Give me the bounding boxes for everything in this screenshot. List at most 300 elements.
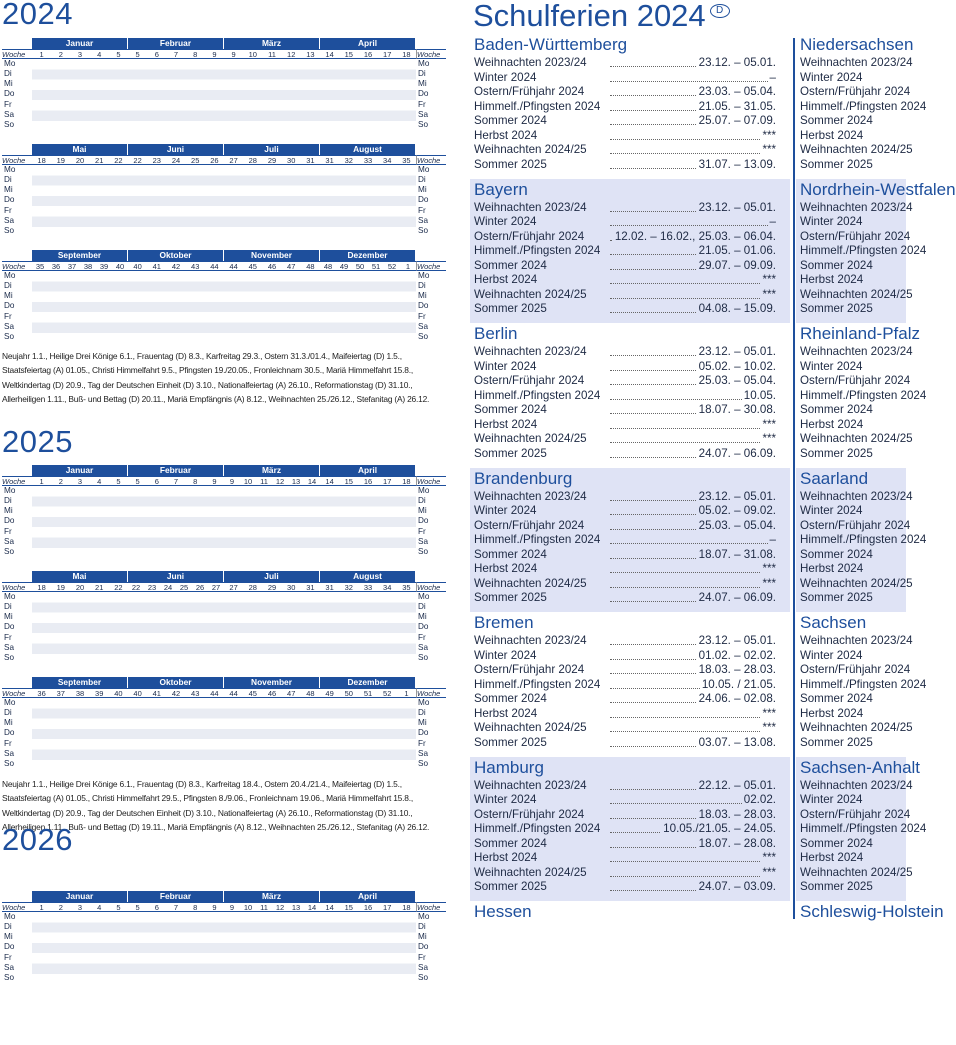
weekday-label: Fr — [4, 632, 12, 642]
holiday-label: Sommer 2025 — [800, 880, 873, 893]
week-numbers: 5 6 7 8 9 — [128, 476, 224, 486]
month-block — [32, 571, 128, 677]
holiday-row — [470, 158, 790, 173]
weekday-label: Mi — [4, 79, 13, 89]
state-name: Sachsen — [800, 613, 867, 632]
holidays-2025: Neujahr 1.1., Heilige Drei Könige 6.1., Frauentag (D) 8.3., Karfreitag 18.4., Ostern 20.4./21.4., Maifeiertag (D) 1.5., Staatsfeiertag (A) 01.05., Christi Himmelfahrt 29.5., Pfingsten 8./9.06., Fronleichnam 19.06., Mariä Himmelfahrt 15.8., Weltkindertag (D) 20.9., Tag der Deutschen Einheit (D) 3.10., Nationalfeiertag (A) 26.10., Reformationstag (D) 31.10., Allerheiligen 1.11., Buß- und Bettag (D) 19.11., Mariä Empfängnis (A) 8.12., Weihnachten 25./26.12., Stefanitag (A) 26.12. — [2, 779, 430, 833]
month-days — [32, 592, 128, 664]
month-block — [224, 571, 320, 677]
dot-leader — [610, 851, 774, 862]
state-block — [470, 179, 790, 323]
month-days — [128, 271, 224, 343]
month-days — [32, 165, 128, 237]
holiday-row — [796, 244, 927, 259]
month-days — [32, 271, 128, 343]
holiday-row — [796, 649, 906, 664]
weekday-label: Di — [418, 707, 426, 717]
weekday-label: Fr — [418, 99, 426, 109]
state-name: Nordrhein-Westfalen — [800, 179, 956, 199]
weekday-label: Sa — [4, 109, 15, 119]
woche-label: Woche — [2, 688, 32, 698]
month-days — [32, 486, 128, 558]
weekday-labels — [2, 677, 32, 783]
dot-leader — [610, 273, 774, 284]
month-block — [32, 144, 128, 250]
holiday-dates: 10.05. — [743, 388, 776, 402]
weekday-label: So — [418, 547, 429, 557]
month-name: Mai — [32, 144, 128, 155]
weekday-label: So — [4, 973, 15, 983]
weekday-label: Mi — [4, 291, 13, 301]
weekday-label: Mi — [4, 185, 13, 195]
weekday-label: Fr — [418, 632, 426, 642]
weekday-label: Do — [4, 622, 15, 632]
holiday-row — [470, 866, 790, 881]
calendar-column — [0, 0, 450, 983]
holiday-row — [796, 129, 906, 144]
state-name: Saarland — [800, 468, 869, 488]
state-block — [796, 612, 927, 756]
weekday-label: Mi — [4, 932, 13, 942]
holiday-label: Ostern/Frühjahr 2024 — [474, 663, 585, 676]
month-name: September — [32, 250, 128, 261]
holiday-row — [796, 778, 913, 794]
holiday-label: Weihnachten 2024/25 — [800, 721, 913, 734]
column-divider — [793, 38, 795, 919]
month-name: Dezember — [320, 250, 416, 261]
weekday-labels — [2, 144, 32, 250]
dot-leader — [610, 562, 774, 573]
weekday-label: Fr — [418, 526, 426, 536]
month-block — [128, 38, 224, 144]
state-block — [796, 179, 956, 323]
weekday-label: Fr — [4, 952, 12, 962]
holiday-row — [796, 865, 913, 881]
month-name: August — [320, 144, 416, 155]
month-days — [320, 486, 416, 558]
holiday-label: Sommer 2025 — [474, 157, 547, 171]
holiday-row — [470, 692, 790, 707]
holiday-row — [796, 403, 906, 418]
holiday-row — [470, 663, 790, 678]
holiday-row — [796, 345, 913, 360]
holiday-label: Herbst 2024 — [800, 706, 864, 720]
holiday-label: Herbst 2024 — [474, 706, 538, 720]
month-block — [320, 571, 416, 677]
holiday-label: Himmelf./Pfingsten 2024 — [474, 388, 601, 402]
weekday-labels — [416, 38, 446, 144]
week-numbers: 1 2 3 4 5 — [32, 49, 128, 59]
holidays-2024: Neujahr 1.1., Heilige Drei Könige 6.1., Frauentag (D) 8.3., Karfreitag 29.3., Ostern 31.3./01.4., Maifeiertag (D) 1.5., Staatsfeiertag (A) 01.05., Christi Himmelfahrt 9.5., Pfingsten 19./20.05., Fronleichnam 30.5., Mariä Himmelfahrt 15.8., Weltkindertag (D) 20.9., Tag der Deutschen Einheit (D) 3.10., Nationalfeiertag (A) 26.10., Reformationstag (D) 31.10., Allerheiligen 1.11., Buß- und Bettag (D) 20.11., Mariä Empfängnis (A) 8.12., Weihnachten 25./26.12., Stefanitag (A) 26.12. — [2, 351, 430, 405]
holiday-row — [470, 100, 790, 115]
calendar-quarter-row — [2, 677, 446, 783]
month-days — [128, 59, 224, 131]
holiday-dates: *** — [762, 417, 776, 431]
holiday-row — [470, 201, 790, 216]
holiday-dates: 23.03. – 05.04. — [698, 85, 776, 98]
weekday-label: Do — [4, 195, 15, 205]
holiday-row — [796, 215, 906, 230]
dot-leader — [610, 866, 774, 877]
holiday-dates: *** — [762, 576, 776, 590]
holiday-row — [796, 518, 911, 534]
holiday-row — [470, 779, 790, 794]
weekday-label: So — [418, 653, 429, 663]
holiday-row — [470, 129, 790, 144]
week-numbers: 1 2 3 4 5 — [32, 476, 128, 486]
month-block — [32, 250, 128, 356]
holiday-row — [796, 432, 913, 447]
weekday-label: Mo — [418, 485, 430, 495]
holiday-row — [796, 56, 913, 71]
holiday-row — [470, 403, 790, 418]
holiday-dates: *** — [762, 721, 776, 734]
weekday-label: Fr — [418, 205, 426, 215]
holiday-label: Weihnachten 2024/25 — [800, 432, 913, 445]
year-title-2025: 2025 — [2, 424, 73, 459]
week-numbers: 22 23 24 25 26 — [128, 155, 224, 165]
month-block — [320, 465, 416, 571]
month-name: März — [224, 891, 320, 902]
woche-label: Woche — [416, 476, 446, 486]
week-numbers: 18 19 20 21 22 — [32, 155, 128, 165]
weekday-label: Do — [4, 89, 15, 99]
month-days — [32, 912, 128, 984]
month-name: Dezember — [320, 677, 416, 688]
holiday-dates: 10.05./21.05. – 24.05. — [663, 822, 776, 835]
month-name: Januar — [32, 465, 128, 476]
calendar-2026 — [2, 891, 446, 997]
weekday-labels — [416, 250, 446, 356]
holiday-dates: 24.07. – 06.09. — [698, 591, 776, 604]
woche-label: Woche — [2, 476, 32, 486]
weekday-label: Sa — [418, 962, 429, 972]
weekday-label: Di — [418, 495, 426, 505]
month-days — [224, 592, 320, 664]
week-numbers: 27 28 29 30 31 — [224, 582, 320, 592]
weekday-label: Do — [418, 728, 429, 738]
holiday-row — [470, 259, 790, 274]
holiday-row — [796, 591, 906, 606]
woche-label: Woche — [2, 582, 32, 592]
weekday-label: Mo — [4, 58, 16, 68]
week-numbers: 18 19 20 21 22 — [32, 582, 128, 592]
weekday-label: Mo — [4, 270, 16, 280]
holiday-label: Weihnachten 2023/24 — [474, 56, 587, 69]
weekday-label: Mi — [418, 291, 427, 301]
state-name: Sachsen-Anhalt — [800, 757, 921, 777]
calendar-2024 — [2, 38, 446, 356]
state-block — [470, 612, 790, 756]
weekday-label: Do — [418, 89, 429, 99]
holiday-label: Winter 2024 — [800, 504, 863, 517]
week-numbers: 9 10 11 12 13 — [224, 49, 320, 59]
month-days — [224, 486, 320, 558]
weekday-labels — [2, 38, 32, 144]
month-name: September — [32, 677, 128, 688]
holiday-row — [470, 85, 790, 100]
month-block — [320, 144, 416, 250]
week-numbers: 40 41 42 43 44 — [128, 688, 224, 698]
month-name: Oktober — [128, 250, 224, 261]
woche-label: Woche — [416, 261, 446, 271]
month-name: Februar — [128, 38, 224, 49]
weekday-label: Di — [4, 921, 12, 931]
holiday-row — [470, 808, 790, 823]
year-title-2024: 2024 — [2, 0, 73, 31]
holiday-row — [796, 259, 906, 274]
weekday-label: Do — [418, 622, 429, 632]
holiday-label: Weihnachten 2024/25 — [800, 143, 913, 156]
holiday-row — [796, 793, 906, 808]
month-name: Juli — [224, 144, 320, 155]
holiday-label: Sommer 2025 — [474, 880, 547, 893]
holiday-row — [796, 504, 906, 519]
holiday-row — [470, 288, 790, 303]
state-block — [470, 901, 790, 1045]
holiday-dates: *** — [762, 128, 776, 142]
month-name: Juni — [128, 144, 224, 155]
holiday-dates: 04.08. – 15.09. — [698, 302, 776, 315]
holiday-row — [470, 504, 790, 519]
month-days — [128, 165, 224, 237]
weekday-label: Mo — [4, 164, 16, 174]
holiday-dates: *** — [762, 851, 776, 864]
calendar-quarter-row — [2, 891, 446, 997]
week-numbers: 49 50 51 52 1 — [320, 688, 416, 698]
week-numbers: 35 36 37 38 39 40 — [32, 261, 128, 271]
holiday-dates: *** — [762, 706, 776, 720]
holiday-dates: *** — [762, 432, 776, 445]
month-days — [128, 912, 224, 984]
holiday-dates: *** — [762, 287, 776, 301]
dot-leader — [610, 707, 774, 718]
holiday-row — [796, 360, 906, 375]
weekday-labels — [416, 465, 446, 571]
holiday-label: Weihnachten 2024/25 — [474, 432, 587, 445]
holiday-label: Weihnachten 2023/24 — [474, 489, 587, 503]
state-name: Rheinland-Pfalz — [800, 324, 921, 343]
week-numbers: 9 10 11 12 13 14 — [224, 476, 320, 486]
holiday-row — [470, 793, 790, 808]
weekday-label: Sa — [418, 536, 429, 546]
weekday-label: Mi — [418, 185, 427, 195]
month-days — [320, 698, 416, 770]
month-days — [320, 271, 416, 343]
holiday-label: Ostern/Frühjahr 2024 — [474, 229, 585, 243]
holiday-label: Weihnachten 2024/25 — [800, 287, 913, 301]
holiday-label: Ostern/Frühjahr 2024 — [474, 374, 585, 387]
weekday-label: Mi — [418, 718, 427, 728]
dot-leader — [610, 432, 774, 443]
holiday-dates: 18.07. – 31.08. — [698, 547, 776, 561]
holiday-label: Weihnachten 2024/25 — [474, 865, 587, 879]
month-block — [320, 250, 416, 356]
weekday-label: Fr — [4, 311, 12, 321]
holiday-row — [470, 880, 790, 895]
holiday-label: Weihnachten 2023/24 — [474, 200, 587, 214]
holiday-dates: *** — [762, 273, 776, 286]
holiday-row — [470, 244, 790, 259]
holiday-label: Sommer 2025 — [800, 735, 873, 749]
schulferien-title: Schulferien 2024 D — [473, 0, 730, 34]
weekday-label: Mi — [418, 612, 427, 622]
holiday-dates: 18.07. – 30.08. — [698, 403, 776, 416]
week-numbers: 31 32 33 34 35 — [320, 582, 416, 592]
holiday-label: Ostern/Frühjahr 2024 — [474, 85, 585, 98]
month-days — [320, 165, 416, 237]
holiday-dates: 05.02. – 10.02. — [698, 359, 776, 373]
holiday-label: Winter 2024 — [474, 359, 537, 373]
weekday-label: Di — [4, 707, 12, 717]
week-numbers: 14 15 16 17 18 — [320, 476, 416, 486]
dot-leader — [610, 143, 774, 154]
weekday-labels — [416, 571, 446, 677]
dot-leader — [610, 721, 774, 732]
weekday-label: Mo — [418, 58, 430, 68]
weekday-label: So — [4, 120, 15, 130]
holiday-dates: 01.02. – 02.02. — [698, 648, 776, 662]
holiday-label: Winter 2024 — [800, 70, 863, 84]
holiday-dates: 10.05. / 21.05. — [701, 677, 776, 691]
holiday-label: Sommer 2024 — [474, 692, 547, 705]
holiday-label: Sommer 2025 — [474, 591, 547, 604]
weekday-labels — [416, 891, 446, 997]
weekday-label: Sa — [4, 962, 15, 972]
holiday-row — [796, 85, 911, 100]
holiday-label: Sommer 2025 — [800, 157, 873, 171]
holiday-label: Himmelf./Pfingsten 2024 — [800, 388, 927, 402]
holiday-label: Himmelf./Pfingsten 2024 — [800, 677, 927, 691]
holiday-dates: 29.07. – 09.09. — [698, 258, 776, 272]
germany-badge: D — [710, 4, 730, 18]
woche-label: Woche — [2, 902, 32, 912]
month-block — [128, 891, 224, 997]
year-title-2026: 2026 — [2, 822, 73, 857]
month-days — [224, 698, 320, 770]
holiday-label: Ostern/Frühjahr 2024 — [800, 663, 911, 676]
holiday-label: Sommer 2024 — [474, 114, 547, 127]
month-block — [224, 250, 320, 356]
calendar-quarter-row — [2, 571, 446, 677]
month-block — [128, 465, 224, 571]
weekday-label: Sa — [418, 109, 429, 119]
month-days — [224, 912, 320, 984]
holiday-label: Weihnachten 2024/25 — [474, 721, 587, 734]
holiday-label: Weihnachten 2023/24 — [474, 345, 587, 358]
holiday-label: Weihnachten 2023/24 — [800, 489, 913, 503]
holiday-row — [796, 447, 906, 462]
holiday-label: Sommer 2025 — [474, 446, 547, 460]
holiday-row — [470, 345, 790, 360]
woche-label: Woche — [416, 49, 446, 59]
holiday-label: Himmelf./Pfingsten 2024 — [474, 677, 601, 691]
holiday-label: Herbst 2024 — [474, 562, 538, 575]
holiday-row — [470, 577, 790, 592]
holiday-label: Himmelf./Pfingsten 2024 — [800, 822, 927, 835]
month-block — [224, 38, 320, 144]
month-name: Juni — [128, 571, 224, 582]
holiday-label: Sommer 2024 — [800, 258, 873, 272]
holiday-dates: 24.07. – 06.09. — [698, 446, 776, 460]
holiday-row — [470, 634, 790, 649]
holiday-dates: 21.05. – 31.05. — [698, 99, 776, 113]
holiday-dates: 23.12. – 05.01. — [698, 345, 776, 358]
month-name: Januar — [32, 891, 128, 902]
holiday-row — [796, 677, 927, 693]
holiday-label: Himmelf./Pfingsten 2024 — [474, 822, 601, 835]
weekday-label: Mi — [4, 612, 13, 622]
weekday-label: Di — [4, 601, 12, 611]
state-block — [470, 323, 790, 467]
weekday-label: Di — [418, 280, 426, 290]
week-numbers: 9 10 11 12 13 14 — [224, 902, 320, 912]
week-numbers: 44 45 46 47 48 — [224, 261, 320, 271]
weekday-label: Fr — [418, 738, 426, 748]
holiday-label: Sommer 2024 — [474, 836, 547, 850]
weekday-label: So — [4, 226, 15, 236]
holiday-row — [470, 374, 790, 389]
holiday-label: Ostern/Frühjahr 2024 — [800, 374, 911, 387]
holiday-label: Sommer 2024 — [800, 547, 873, 561]
week-numbers: 40 41 42 43 44 — [128, 261, 224, 271]
state-name: Baden-Württemberg — [474, 35, 628, 54]
month-name: März — [224, 465, 320, 476]
weekday-label: So — [4, 332, 15, 342]
weekday-labels — [2, 891, 32, 997]
holiday-dates: 23.12. – 05.01. — [698, 489, 776, 503]
holiday-label: Himmelf./Pfingsten 2024 — [800, 244, 927, 257]
weekday-label: Di — [418, 921, 426, 931]
holiday-label: Weihnachten 2024/25 — [474, 143, 587, 156]
holiday-dates: 22.12. – 05.01. — [698, 778, 776, 792]
weekday-label: Sa — [4, 642, 15, 652]
week-numbers: 48 49 50 51 52 1 — [320, 261, 416, 271]
holiday-row — [470, 360, 790, 375]
weekday-label: Mi — [4, 506, 13, 516]
holiday-row — [470, 721, 790, 736]
week-numbers: 14 15 16 17 18 — [320, 902, 416, 912]
woche-label: Woche — [2, 261, 32, 271]
weekday-label: Do — [418, 195, 429, 205]
month-block — [320, 677, 416, 783]
holiday-row — [470, 302, 790, 317]
month-block — [32, 891, 128, 997]
holiday-row — [796, 692, 906, 707]
weekday-label: Mo — [4, 485, 16, 495]
holiday-label: Herbst 2024 — [800, 128, 864, 142]
weekday-label: Fr — [418, 952, 426, 962]
weekday-label: Di — [4, 280, 12, 290]
holiday-dates: 21.05. – 01.06. — [698, 244, 776, 257]
holiday-dates: 25.03. – 05.04. — [698, 518, 776, 532]
weekday-label: So — [418, 973, 429, 983]
month-name: Mai — [32, 571, 128, 582]
holiday-row — [470, 56, 790, 71]
week-numbers: 44 45 46 47 48 — [224, 688, 320, 698]
state-name: Hamburg — [474, 757, 544, 777]
weekday-label: Do — [4, 516, 15, 526]
holiday-label: Herbst 2024 — [474, 851, 538, 864]
state-name: Schleswig-Holstein — [800, 902, 944, 921]
holiday-label: Ostern/Frühjahr 2024 — [474, 518, 585, 532]
month-days — [224, 165, 320, 237]
weekday-label: So — [418, 759, 429, 769]
holiday-label: Herbst 2024 — [474, 273, 538, 286]
holiday-row — [796, 634, 913, 649]
holiday-label: Weihnachten 2024/25 — [474, 287, 587, 301]
month-name: März — [224, 38, 320, 49]
